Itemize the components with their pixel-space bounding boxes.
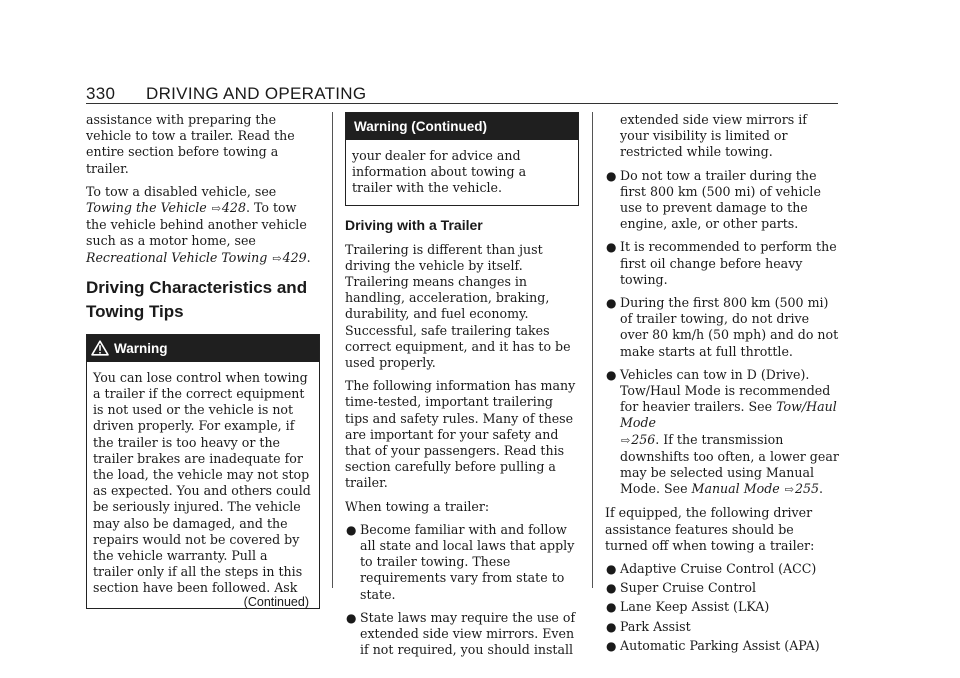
tow-haul-mode-link[interactable]: Tow/Haul Mode bbox=[620, 399, 837, 431]
features-bullet-list bbox=[605, 561, 839, 654]
list-item-text: State laws may require the use of extended side view mirrors. Even if not required, you should install bbox=[360, 609, 576, 658]
warning-body bbox=[87, 362, 319, 608]
towing-reference-paragraph bbox=[86, 184, 320, 267]
list-item-text: Automatic Parking Assist (APA) bbox=[620, 637, 820, 653]
text: . bbox=[306, 249, 311, 265]
warning-text: You can lose control when towing a trailer if the correct equipment is not used or the vehicle is not driven properly. For example, if the trailer is too heavy or the trailer brakes are inadequate for the load, the vehicle may not stop as expected. You and others could be seriously injured. The vehicle may also be damaged, and the repairs would not be covered by the vehicle warranty. Pull a trailer only if all the steps in this section have been followed. Ask bbox=[93, 369, 311, 596]
bullet-icon: ● bbox=[346, 522, 357, 537]
bullet-icon: ● bbox=[606, 168, 617, 183]
page-reference-arrow-icon: ⇨ bbox=[621, 433, 631, 447]
list-item-text bbox=[620, 367, 839, 496]
list-item bbox=[345, 522, 579, 603]
driver-assistance-paragraph: If equipped, the following driver assistance features should be turned off when towing a trailer: bbox=[605, 505, 815, 553]
continued-label: (Continued) bbox=[243, 594, 309, 609]
tips-paragraph: The following information has many time-tested, important trailering tips and safety rules. Many of these are important for your safety and that of your passengers. Read this section carefully before pulling a trailer. bbox=[345, 378, 576, 491]
list-item-text: Lane Keep Assist (LKA) bbox=[620, 599, 770, 615]
towing-the-vehicle-link[interactable]: Towing the Vehicle bbox=[86, 200, 207, 216]
text: . To tow the vehicle behind another vehicle such as a motor home, see bbox=[86, 200, 307, 249]
list-item bbox=[605, 599, 839, 615]
list-item bbox=[605, 561, 839, 577]
list-item-text: During the first 800 km (500 mi) of trailer towing, do not drive over 80 km/h (50 mph) and do not make starts at full throttle. bbox=[620, 295, 839, 359]
column-3 bbox=[605, 112, 839, 661]
text: . bbox=[818, 481, 823, 497]
list-item-text: It is recommended to perform the first oil change before heavy towing. bbox=[620, 239, 837, 287]
bullet-icon: ● bbox=[606, 296, 617, 311]
towing-bullet-list-continued bbox=[605, 168, 839, 499]
text: Vehicles can tow in D (Drive). Tow/Haul Mode is recommended for heavier trailers. See bbox=[620, 366, 831, 415]
towing-bullet-list bbox=[345, 522, 579, 659]
page-reference-arrow-icon: ⇨ bbox=[784, 483, 794, 497]
list-item-continued: extended side view mirrors if your visibility is limited or restricted while towing. bbox=[620, 112, 807, 160]
warning-continued-header bbox=[346, 113, 578, 140]
warning-triangle-icon bbox=[91, 340, 109, 356]
recreational-vehicle-towing-link[interactable]: Recreational Vehicle Towing bbox=[86, 249, 268, 265]
warning-title: Warning bbox=[114, 340, 168, 356]
page-ref-429[interactable]: 429 bbox=[282, 249, 307, 265]
page-ref-256[interactable]: 256 bbox=[631, 431, 656, 447]
list-item bbox=[605, 367, 839, 499]
column-divider bbox=[332, 112, 333, 588]
section-title: DRIVING AND OPERATING bbox=[146, 84, 367, 103]
header-rule bbox=[86, 103, 838, 104]
list-item-text: Super Cruise Control bbox=[620, 580, 757, 596]
list-item bbox=[605, 239, 839, 288]
manual-mode-link[interactable]: Manual Mode bbox=[691, 481, 780, 497]
bullet-icon: ● bbox=[606, 619, 617, 634]
page-reference-arrow-icon: ⇨ bbox=[211, 202, 221, 216]
bullet-icon: ● bbox=[606, 562, 617, 577]
warning-continued-body bbox=[346, 140, 578, 205]
page-ref-255[interactable]: 255 bbox=[794, 481, 819, 497]
warning-continued-text: your dealer for advice and information about towing a trailer with the vehicle. bbox=[352, 148, 527, 196]
list-item-text: Park Assist bbox=[620, 618, 691, 634]
section-heading: Driving Characteristics and Towing Tips bbox=[86, 277, 308, 321]
warning-header bbox=[87, 335, 319, 362]
list-item-text: Do not tow a trailer during the first 800 km (500 mi) of vehicle use to prevent damage to the engine, axle, or other parts. bbox=[620, 167, 821, 232]
warning-box-continued bbox=[345, 112, 579, 206]
page-ref-428[interactable]: 428 bbox=[221, 200, 246, 216]
list-item bbox=[345, 610, 579, 659]
warning-box bbox=[86, 334, 320, 609]
bullet-icon: ● bbox=[606, 600, 617, 615]
bullet-icon: ● bbox=[606, 581, 617, 596]
list-item bbox=[605, 619, 839, 635]
column-2 bbox=[345, 112, 579, 665]
list-item bbox=[605, 295, 839, 360]
text: . If the transmission downshifts too often, a lower gear may be selected using Manual Mode. See bbox=[620, 431, 839, 497]
list-item bbox=[605, 168, 839, 233]
column-1 bbox=[86, 112, 320, 609]
trailering-paragraph: Trailering is different than just driving the vehicle by itself. Trailering means changes in handling, acceleration, braking, durability, and fuel economy. Successful, safe trailering takes correct equipment, and it has to be used properly. bbox=[345, 241, 571, 371]
bullet-icon: ● bbox=[606, 638, 617, 653]
list-item-text: Become familiar with and follow all state and local laws that apply to trailer towing. These requirements vary from state to state. bbox=[360, 521, 575, 602]
intro-paragraph: assistance with preparing the vehicle to tow a trailer. Read the entire section before towing a trailer. bbox=[86, 112, 295, 176]
bullet-icon: ● bbox=[346, 610, 357, 625]
page-reference-arrow-icon: ⇨ bbox=[272, 251, 282, 265]
when-towing-paragraph: When towing a trailer: bbox=[345, 498, 490, 514]
text: To tow a disabled vehicle, see bbox=[86, 183, 277, 199]
list-item bbox=[605, 580, 839, 596]
list-item bbox=[605, 638, 839, 654]
list-item-text: Adaptive Cruise Control (ACC) bbox=[620, 561, 817, 577]
warning-continued-title: Warning (Continued) bbox=[354, 119, 487, 134]
subsection-heading: Driving with a Trailer bbox=[345, 216, 483, 233]
bullet-icon: ● bbox=[606, 240, 617, 255]
page-number: 330 bbox=[86, 84, 116, 103]
bullet-icon: ● bbox=[606, 367, 617, 382]
column-divider bbox=[592, 112, 593, 588]
